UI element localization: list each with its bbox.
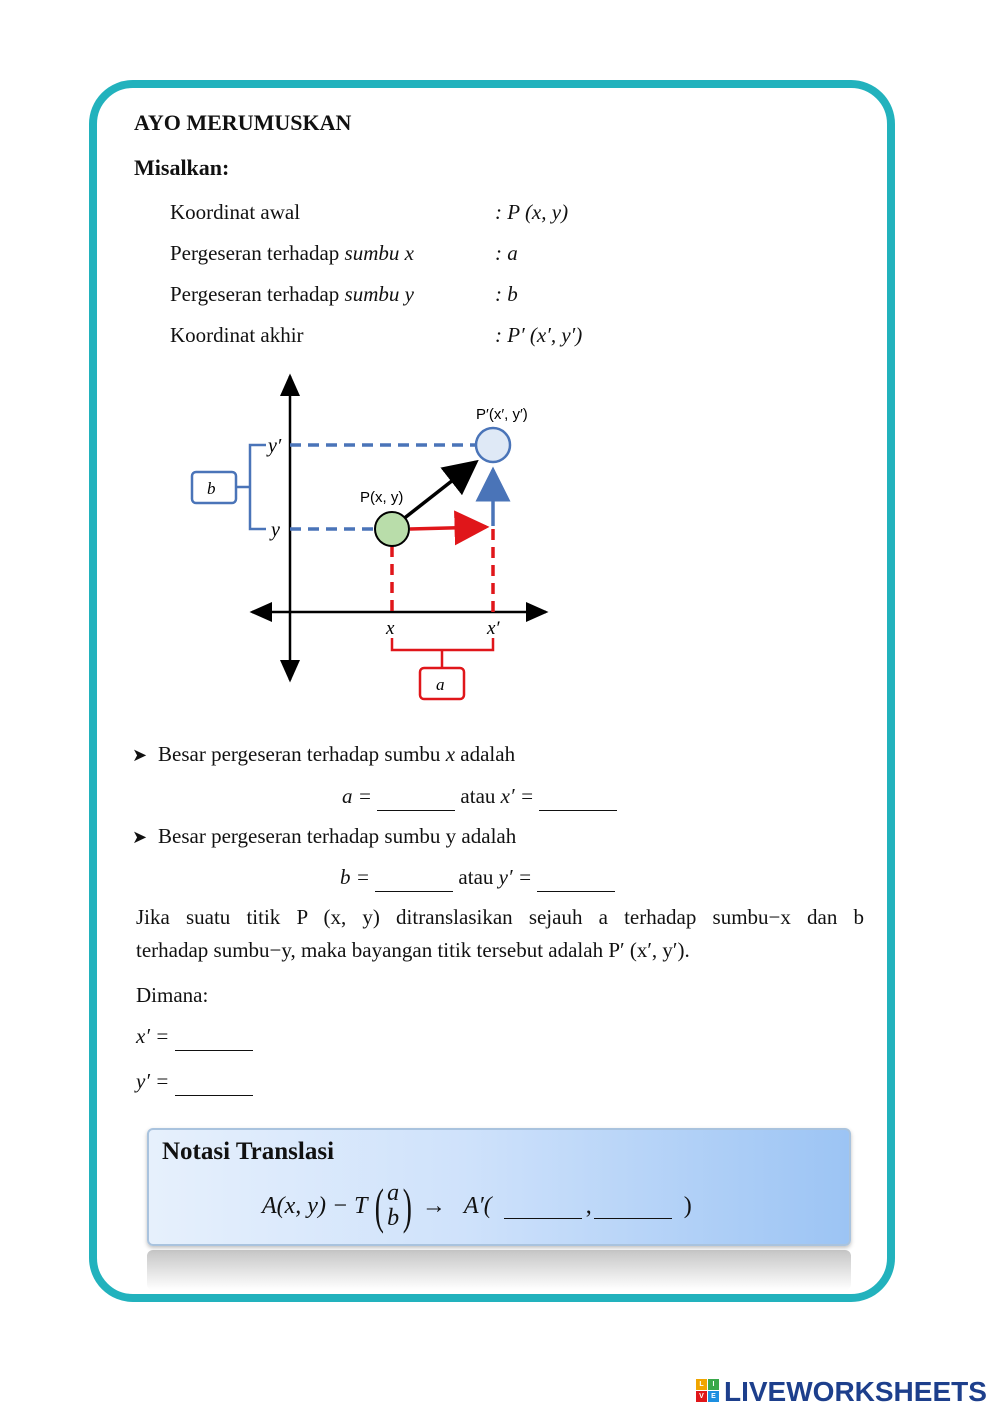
point-p (375, 512, 409, 546)
answer-a-input[interactable] (377, 786, 455, 811)
logo-icon: L I V E (696, 1379, 720, 1403)
notasi-answer-2-input[interactable] (594, 1194, 672, 1219)
answer-b-input[interactable] (375, 867, 453, 892)
notasi-title: Notasi Translasi (162, 1138, 335, 1165)
def-value-b: : b (495, 282, 518, 306)
y-tick: y (271, 519, 280, 541)
a-box-label: a (436, 675, 445, 694)
translation-arrow (402, 462, 476, 520)
formula-x-prime-input[interactable] (175, 1026, 253, 1051)
answer-y-prime-row: y′ = (136, 1069, 253, 1096)
point-p-prime (476, 428, 510, 462)
notasi-formula: A(x, y) − T ( a b ) → A′( , ) (262, 1178, 692, 1234)
bullet-arrow-icon: ➤ (132, 745, 148, 765)
equation-b: b = atau y′ = (340, 865, 615, 892)
paragraph-line-2: terhadap sumbu−y, maka bayangan titik tersebut adalah P′ (x′, y′). (136, 938, 690, 962)
p-prime-label: P′(x′, y′) (476, 406, 528, 423)
def-value-awal: : P (x, y) (495, 200, 569, 224)
bullet-shift-y: ➤ Besar pergeseran terhadap sumbu y adalah (132, 824, 517, 848)
bullet-arrow-icon: ➤ (132, 827, 148, 847)
bullet-shift-x: ➤ Besar pergeseran terhadap sumbu x adalah (132, 742, 516, 766)
answer-x-prime-row: x′ = (136, 1024, 253, 1051)
paragraph-line-1: Jika suatu titik P (x, y) ditranslasikan sejauh a terhadap sumbu−x dan b (136, 905, 864, 929)
def-label-awal: Koordinat awal (170, 200, 301, 224)
def-value-akhir: : P′ (x′, y′) (495, 323, 583, 347)
y-prime-tick: y′ (268, 435, 282, 457)
def-label-akhir: Koordinat akhir (170, 323, 304, 347)
dimana-label: Dimana: (136, 983, 209, 1007)
notasi-reflection (147, 1250, 851, 1290)
vector-ab: ( a b ) (374, 1178, 413, 1234)
section-heading: AYO MERUMUSKAN (134, 110, 352, 135)
liveworksheets-logo: L I V E LIVEWORKSHEETS (696, 1376, 987, 1408)
translation-diagram (180, 368, 560, 708)
def-label-geser-x: Pergeseran terhadap sumbu x (170, 241, 414, 265)
def-value-a: : a (495, 241, 518, 265)
misalkan-label: Misalkan: (134, 155, 230, 180)
answer-x-prime-input[interactable] (539, 786, 617, 811)
notasi-answer-1-input[interactable] (504, 1194, 582, 1219)
b-box-label: b (207, 479, 216, 498)
p-label: P(x, y) (360, 489, 404, 506)
x-tick: x (386, 618, 395, 639)
a-bracket (392, 638, 493, 668)
b-bracket (236, 445, 266, 529)
equation-a: a = atau x′ = (342, 784, 617, 811)
horizontal-shift-arrow (410, 527, 486, 529)
answer-y-prime-input[interactable] (537, 867, 615, 892)
formula-y-prime-input[interactable] (175, 1071, 253, 1096)
def-label-geser-y: Pergeseran terhadap sumbu y (170, 282, 414, 306)
x-prime-tick: x′ (487, 618, 500, 639)
